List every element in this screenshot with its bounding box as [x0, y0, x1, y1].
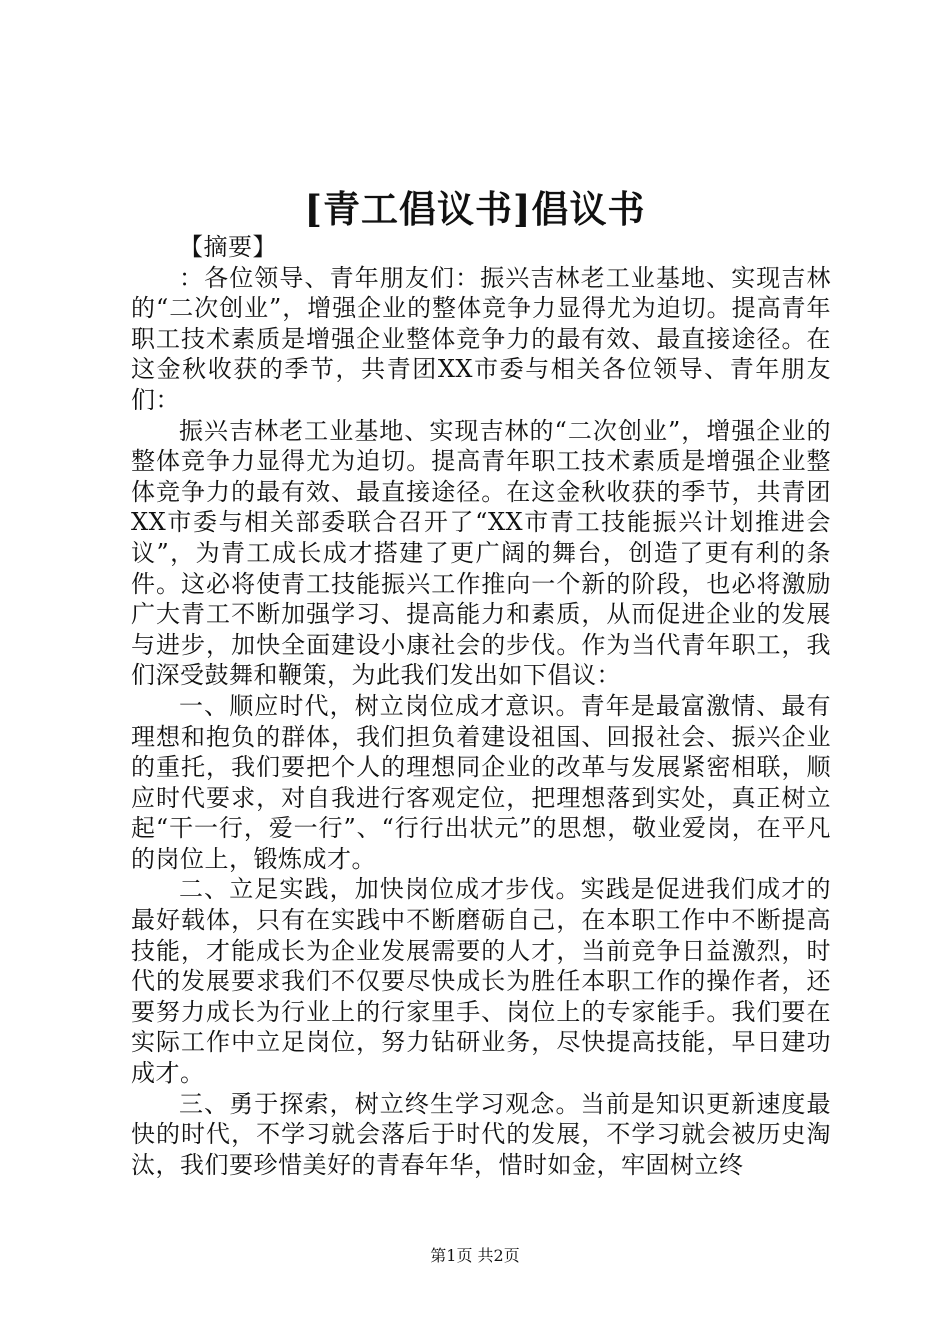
body-paragraph: 三、勇于探索，树立终生学习观念。当前是知识更新速度最快的时代，不学习就会落后于时代的发展，不学习就会被历史淘汰，我们要珍惜美好的青春年华，惜时如金，牢固树立终	[131, 1089, 831, 1179]
body-paragraph: 二、立足实践，加快岗位成才步伐。实践是促进我们成才的最好载体，只有在实践中不断磨砺自己，在本职工作中不断提高技能，才能成长为企业发展需要的人才，当前竞争日益激烈，时代的发展要求我们不仅要尽快成长为胜任本职工作的操作者，还要努力成长为行业上的行家里手、岗位上的专家能手。我们要在实际工作中立足岗位，努力钻研业务，尽快提高技能，早日建功成才。	[131, 875, 831, 1088]
page-footer: 第1页 共2页	[430, 1246, 520, 1265]
document-body	[131, 232, 831, 1180]
abstract-text: ：各位领导、青年朋友们：振兴吉林老工业基地、实现吉林的“二次创业”，增强企业的整体竞争力显得尤为迫切。提高青年职工技术素质是增强企业整体竞争力的最有效、最直接途径。在这金秋收获的季节，共青团XX市委与相关各位领导、青年朋友们：	[131, 263, 831, 414]
body-paragraph: 振兴吉林老工业基地、实现吉林的“二次创业”，增强企业的整体竞争力显得尤为迫切。提高青年职工技术素质是增强企业整体竞争力的最有效、最直接途径。在这金秋收获的季节，共青团XX市委与相关部委联合召开了“XX市青工技能振兴计划推进会议”，为青工成长成才搭建了更广阔的舞台，创造了更有利的条件。这必将使青工技能振兴工作推向一个新的阶段，也必将激励广大青工不断加强学习、提高能力和素质，从而促进企业的发展与进步，加快全面建设小康社会的步伐。作为当代青年职工，我们深受鼓舞和鞭策，为此我们发出如下倡议：	[131, 416, 831, 690]
body-paragraph: 一、顺应时代，树立岗位成才意识。青年是最富激情、最有理想和抱负的群体，我们担负着建设祖国、回报社会、振兴企业的重托，我们要把个人的理想同企业的改革与发展紧密相联，顺应时代要求，对自我进行客观定位，把理想落到实处，真正树立起“干一行，爱一行”、“行行出状元”的思想，敬业爱岗，在平凡的岗位上，锻炼成才。	[131, 691, 831, 873]
document-title: [青工倡议书]倡议书	[304, 187, 646, 231]
abstract-label: 【摘要】	[179, 233, 277, 261]
